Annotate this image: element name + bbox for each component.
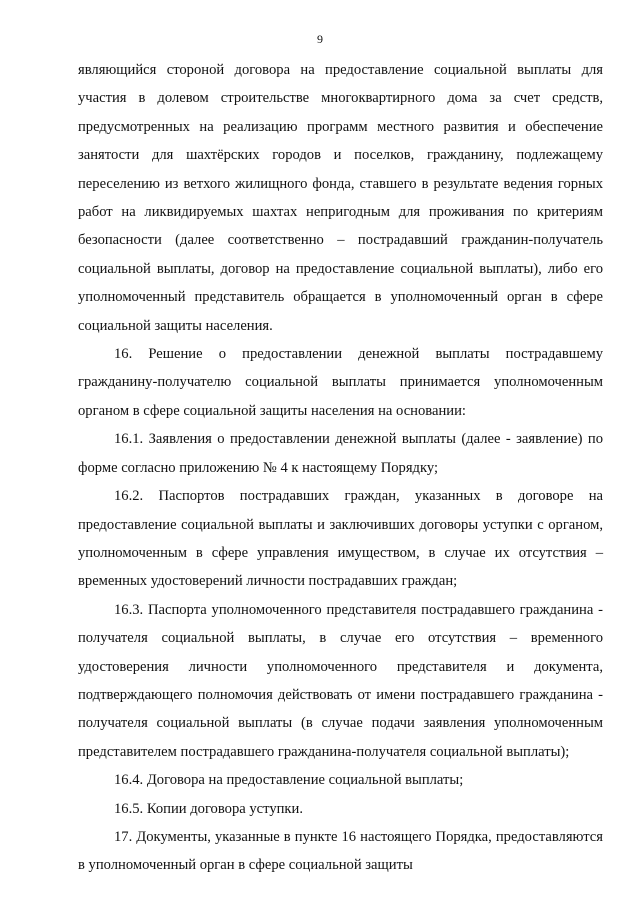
document-body [78, 56, 603, 880]
paragraph-clause-16: 16. Решение о предоставлении денежной выплаты пострадавшему гражданину-получателю социальной выплаты принимается уполномоченным органом в сфере социальной защиты населения на основании: [78, 346, 603, 419]
paragraph-clause-16-2: 16.2. Паспортов пострадавших граждан, указанных в договоре на предоставление социальной выплаты и заключивших договоры уступки с органом, уполномоченным в сфере управления имуществом, в случае их отсутствия – временных удостоверений личности пострадавших граждан; [78, 488, 603, 590]
paragraph-clause-16-1: 16.1. Заявления о предоставлении денежной выплаты (далее - заявление) по форме согласно приложению № 4 к настоящему Порядку; [78, 431, 603, 476]
paragraph-clause-16-4: 16.4. Договора на предоставление социальной выплаты; [114, 772, 464, 789]
paragraph-clause-16-3: 16.3. Паспорта уполномоченного представителя пострадавшего гражданина - получателя социальной выплаты, в случае его отсутствия – временного удостоверения личности уполномоченного представителя и документа, подтверждающего полномочия действовать от имени пострадавшего гражданина - получателя социальной выплаты (в случае подачи заявления уполномоченным представителем пострадавшего гражданина-получателя социальной выплаты); [78, 601, 603, 760]
paragraph-continuation: являющийся стороной договора на предоставление социальной выплаты для участия в долевом строительстве многоквартирного дома за счет средств, предусмотренных на реализацию программ местного развития и обеспечение занятости для шахтёрских городов и поселков, гражданину, подлежащему переселению из ветхого жилищного фонда, ставшего в результате ведения горных работ на ликвидируемых шахтах непригодным для проживания по критериям безопасности (далее соответственно – пострадавший гражданин-получатель социальной выплаты, договор на предоставление социальной выплаты), либо его уполномоченный представитель обращается в уполномоченный орган в сфере социальной защиты населения. [78, 62, 603, 334]
page-number: 9 [317, 32, 323, 46]
paragraph-clause-16-5: 16.5. Копии договора уступки. [114, 800, 303, 817]
paragraph-clause-17: 17. Документы, указанные в пункте 16 настоящего Порядка, предоставляются в уполномоченный орган в сфере социальной защиты [78, 828, 603, 874]
